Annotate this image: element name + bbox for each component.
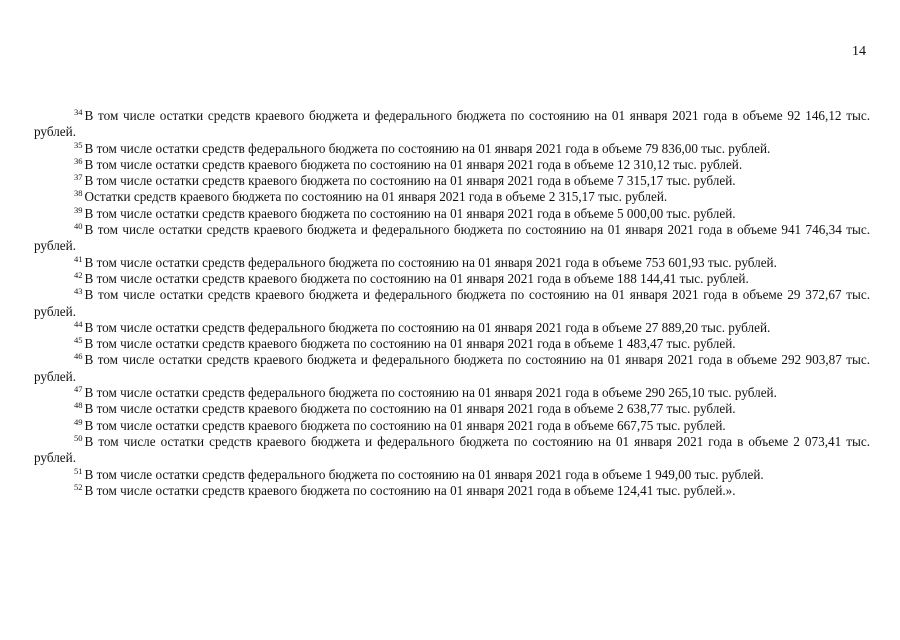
footnote-text: В том числе остатки средств краевого бюджета по состоянию на 01 января 2021 года в объеме 12 310,12 тыс. рублей.	[84, 156, 743, 172]
footnote	[34, 385, 870, 401]
footnote-number: 49	[74, 416, 83, 427]
footnote-text: В том числе остатки средств краевого бюджета по состоянию на 01 января 2021 года в объеме 5 000,00 тыс. рублей.	[84, 205, 736, 221]
footnote-text: В том числе остатки средств федерального бюджета по состоянию на 01 января 2021 года в объеме 1 949,00 тыс. рублей.	[84, 466, 764, 482]
footnote-text: В том числе остатки средств краевого бюджета по состоянию на 01 января 2021 года в объеме 667,75 тыс. рублей.	[84, 417, 726, 433]
footnote-text: В том числе остатки средств краевого бюджета по состоянию на 01 января 2021 года в объеме 124,41 тыс. рублей.».	[84, 482, 736, 498]
footnote-text: В том числе остатки средств федерального бюджета по состоянию на 01 января 2021 года в объеме 27 889,20 тыс. рублей.	[84, 319, 771, 335]
footnote	[34, 434, 870, 467]
footnote-number: 34	[74, 107, 83, 117]
footnote	[34, 287, 870, 320]
footnote	[34, 206, 870, 222]
footnote-text: В том числе остатки средств краевого бюджета и федерального бюджета по состоянию на 01 января 2021 года в объеме 29 372,67 тыс. рублей.	[34, 287, 870, 319]
footnote-number: 46	[74, 351, 83, 362]
footnote-text: В том числе остатки средств краевого бюджета и федерального бюджета по состоянию на 01 января 2021 года в объеме 941 746,34 тыс. рублей.	[34, 222, 870, 254]
footnote	[34, 320, 870, 336]
footnote	[34, 418, 870, 434]
footnote-number: 37	[74, 172, 83, 183]
page-number: 14	[852, 44, 866, 59]
footnote	[34, 108, 870, 141]
footnote	[34, 255, 870, 271]
footnote	[34, 483, 870, 499]
footnote-number: 52	[74, 481, 83, 492]
footnote-text: В том числе остатки средств краевого бюджета по состоянию на 01 января 2021 года в объеме 7 315,17 тыс. рублей.	[84, 173, 736, 189]
footnote	[34, 352, 870, 385]
footnote-number: 38	[74, 188, 83, 199]
footnote-number: 44	[74, 318, 83, 329]
footnote-text: В том числе остатки средств краевого бюджета и федерального бюджета по состоянию на 01 января 2021 года в объеме 92 146,12 тыс. рублей.	[34, 108, 870, 140]
footnote-number: 36	[74, 155, 83, 166]
footnote-number: 48	[74, 400, 83, 411]
footnote-text: В том числе остатки средств краевого бюджета и федерального бюджета по состоянию на 01 января 2021 года в объеме 292 903,87 тыс. рублей.	[34, 352, 870, 384]
footnote	[34, 173, 870, 189]
footnote-text: В том числе остатки средств федерального бюджета по состоянию на 01 января 2021 года в объеме 79 836,00 тыс. рублей.	[84, 140, 771, 156]
footnote	[34, 271, 870, 287]
footnote	[34, 189, 870, 205]
footnote-text: В том числе остатки средств федерального бюджета по состоянию на 01 января 2021 года в объеме 753 601,93 тыс. рублей.	[84, 254, 777, 270]
footnote	[34, 157, 870, 173]
footnote-text: В том числе остатки средств федерального бюджета по состоянию на 01 января 2021 года в объеме 290 265,10 тыс. рублей.	[84, 385, 777, 401]
footnote-text: Остатки средств краевого бюджета по состоянию на 01 января 2021 года в объеме 2 315,17 тыс. рублей.	[84, 189, 668, 205]
footnote-number: 39	[74, 204, 83, 215]
footnote-text: В том числе остатки средств краевого бюджета по состоянию на 01 января 2021 года в объеме 2 638,77 тыс. рублей.	[84, 401, 736, 417]
footnote	[34, 222, 870, 255]
footnote	[34, 141, 870, 157]
footnote-number: 51	[74, 465, 83, 476]
footnote-text: В том числе остатки средств краевого бюджета по состоянию на 01 января 2021 года в объеме 188 144,41 тыс. рублей.	[84, 270, 749, 286]
footnote	[34, 336, 870, 352]
footnote-number: 41	[74, 253, 83, 264]
footnote-text: В том числе остатки средств краевого бюджета по состоянию на 01 января 2021 года в объеме 1 483,47 тыс. рублей.	[84, 336, 736, 352]
footnote-text: В том числе остатки средств краевого бюджета и федерального бюджета по состоянию на 01 января 2021 года в объеме 2 073,41 тыс. рублей.	[34, 433, 870, 466]
footnote	[34, 467, 870, 483]
footnote-number: 35	[74, 139, 83, 150]
footnote-number: 43	[74, 286, 83, 297]
footnote-list	[34, 108, 870, 499]
footnote	[34, 401, 870, 417]
footnote-number: 42	[74, 269, 83, 280]
footnote-number: 40	[74, 221, 83, 232]
footnote-number: 45	[74, 335, 83, 346]
footnote-number: 47	[74, 384, 83, 395]
footnote-number: 50	[74, 432, 83, 443]
